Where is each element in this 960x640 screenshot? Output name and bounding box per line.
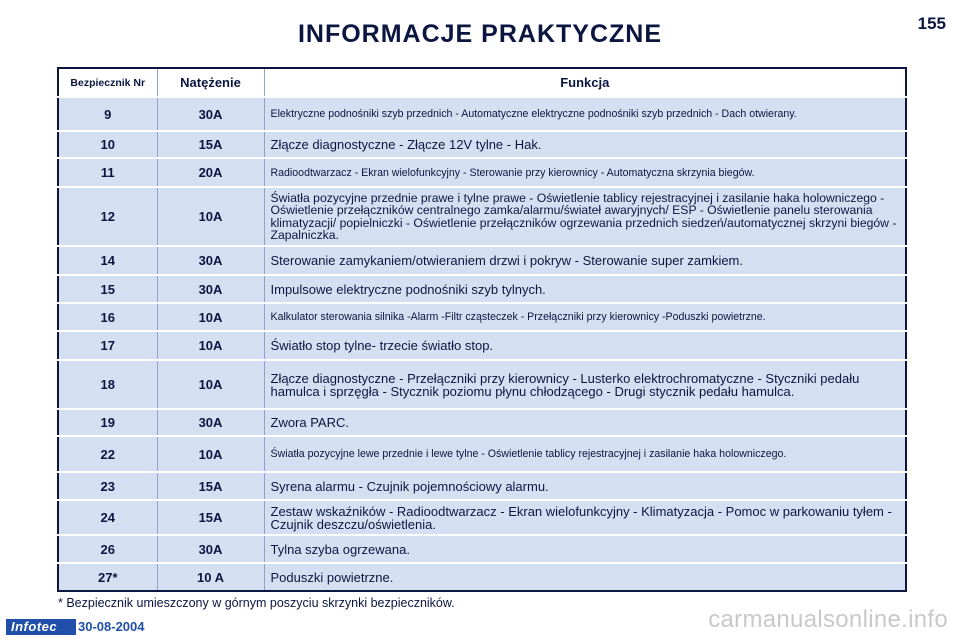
table-row (58, 131, 906, 158)
amperage-cell: 15A (157, 131, 264, 158)
amperage-cell: 20A (157, 158, 264, 187)
amperage-cell: 30A (157, 97, 264, 131)
amperage-cell: 10A (157, 331, 264, 360)
fuse-number-cell: 24 (58, 500, 157, 535)
table-row (58, 535, 906, 563)
function-cell: Światła pozycyjne lewe przednie i lewe tylne - Oświetlenie tablicy rejestracyjnej i zasilanie haka holowniczego. (264, 436, 906, 472)
table-row (58, 97, 906, 131)
column-header-fuse-number: Bezpiecznik Nr (58, 68, 157, 97)
function-cell: Elektryczne podnośniki szyb przednich - Automatyczne elektryczne podnośniki szyb przednich - Dach otwierany. (264, 97, 906, 131)
fuse-number-cell: 22 (58, 436, 157, 472)
footer-date: 30-08-2004 (78, 619, 145, 634)
amperage-cell: 30A (157, 409, 264, 436)
function-cell: Złącze diagnostyczne - Złącze 12V tylne - Hak. (264, 131, 906, 158)
page-title: INFORMACJE PRAKTYCZNE (297, 20, 663, 48)
fuse-number-cell: 9 (58, 97, 157, 131)
function-cell: Światła pozycyjne przednie prawe i tylne prawe - Oświetlenie tablicy rejestracyjnej i zasilanie haka holowniczego - Oświetlenie przełączników centralnego zamka/alarmu/świateł awaryjnych/ ESP - Oświetlenie panelu sterowania klimatyzacji/ popielniczki - Oświetlenie przełączników ogrzewania przednich siedzeń/automatycznej skrzyni biegów - Zapalniczka. (264, 187, 906, 246)
page-number: 155 (917, 14, 946, 33)
table-row (58, 436, 906, 472)
table-row (58, 409, 906, 436)
amperage-cell: 15A (157, 472, 264, 500)
function-cell: Zestaw wskaźników - Radioodtwarzacz - Ekran wielofunkcyjny - Klimatyzacja - Pomoc w parkowaniu tyłem - Czujnik deszczu/oświetlenia. (264, 500, 906, 535)
footnote: * Bezpiecznik umieszczony w górnym poszyciu skrzynki bezpieczników. (58, 596, 455, 610)
amperage-cell: 30A (157, 246, 264, 275)
function-cell: Zwora PARC. (264, 409, 906, 436)
amperage-cell: 15A (157, 500, 264, 535)
fuse-number-cell: 19 (58, 409, 157, 436)
fuse-table (57, 67, 907, 592)
column-header-amperage: Natężenie (157, 68, 264, 97)
function-cell: Syrena alarmu - Czujnik pojemnościowy alarmu. (264, 472, 906, 500)
fuse-number-cell: 17 (58, 331, 157, 360)
fuse-number-cell: 10 (58, 131, 157, 158)
table-row (58, 158, 906, 187)
amperage-cell: 30A (157, 535, 264, 563)
watermark: carmanualsonline.info (708, 606, 948, 633)
infotec-logo: Infotec (6, 619, 76, 635)
table-row (58, 472, 906, 500)
function-cell: Tylna szyba ogrzewana. (264, 535, 906, 563)
function-cell: Poduszki powietrzne. (264, 563, 906, 591)
function-cell: Światło stop tylne- trzecie światło stop. (264, 331, 906, 360)
table-row (58, 331, 906, 360)
table-row (58, 246, 906, 275)
fuse-number-cell: 23 (58, 472, 157, 500)
table-row (58, 360, 906, 409)
function-cell: Impulsowe elektryczne podnośniki szyb tylnych. (264, 275, 906, 303)
function-cell: Radioodtwarzacz - Ekran wielofunkcyjny - Sterowanie przy kierownicy - Automatyczna skrzynia biegów. (264, 158, 906, 187)
table-row (58, 303, 906, 331)
function-cell: Złącze diagnostyczne - Przełączniki przy kierownicy - Lusterko elektrochromatyczne - Styczniki pedału hamulca i sprzęgła - Stycznik poziomu płynu chłodzącego - Drugi stycznik pedału hamulca. (264, 360, 906, 409)
function-cell: Sterowanie zamykaniem/otwieraniem drzwi i pokryw - Sterowanie super zamkiem. (264, 246, 906, 275)
function-cell: Kalkulator sterowania silnika -Alarm -Filtr cząsteczek - Przełączniki przy kierownicy -Poduszki powietrzne. (264, 303, 906, 331)
amperage-cell: 10 A (157, 563, 264, 591)
fuse-number-cell: 27* (58, 563, 157, 591)
amperage-cell: 30A (157, 275, 264, 303)
table-header-row (58, 68, 906, 97)
amperage-cell: 10A (157, 303, 264, 331)
table-row (58, 563, 906, 591)
amperage-cell: 10A (157, 436, 264, 472)
table-row (58, 275, 906, 303)
fuse-number-cell: 15 (58, 275, 157, 303)
fuse-number-cell: 18 (58, 360, 157, 409)
amperage-cell: 10A (157, 360, 264, 409)
table-row (58, 187, 906, 246)
amperage-cell: 10A (157, 187, 264, 246)
column-header-function: Funkcja (264, 68, 906, 97)
table-row (58, 500, 906, 535)
fuse-number-cell: 16 (58, 303, 157, 331)
fuse-number-cell: 11 (58, 158, 157, 187)
fuse-number-cell: 26 (58, 535, 157, 563)
fuse-number-cell: 14 (58, 246, 157, 275)
fuse-number-cell: 12 (58, 187, 157, 246)
